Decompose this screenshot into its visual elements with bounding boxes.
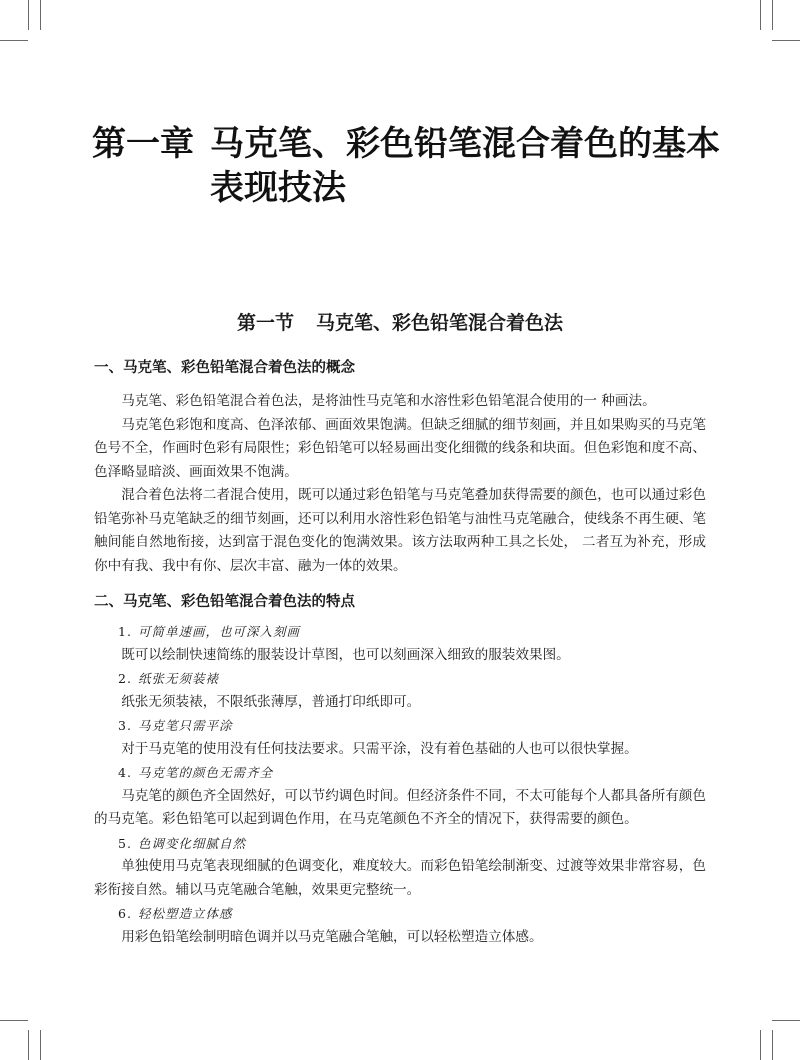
crop-mark [0, 40, 28, 41]
paragraph: 马克笔色彩饱和度高、色泽浓郁、画面效果饱满。但缺乏细腻的细节刻画，并且如果购买的马克笔色号不全，作画时色彩有局限性；彩色铅笔可以轻易画出变化细微的线条和块面。但色彩饱和度不高、色泽略显暗淡、画面效果不饱满。 [94, 416, 706, 480]
crop-mark [40, 1030, 41, 1060]
feature-item [94, 832, 706, 903]
paragraph: 混合着色法将二者混合使用，既可以通过彩色铅笔与马克笔叠加获得需要的颜色，也可以通过彩色铅笔弥补马克笔缺乏的细节刻画，还可以利用水溶性彩色铅笔与油性马克笔融合，使线条不再生硬、笔触间能自然地衔接，达到富于混色变化的饱满效果。该方法取两种工具之长处， 二者互为补充，形成你中有我、我中有你、层次丰富、融为一体的效果。 [94, 487, 706, 574]
feature-title: 3. 马克笔只需平涂 [118, 718, 233, 733]
page-content [94, 354, 706, 949]
feature-text: 既可以绘制快速简练的服装设计草图，也可以刻画深入细致的服装效果图。 [121, 646, 570, 663]
feature-item [94, 620, 706, 667]
feature-text: 单独使用马克笔表现细腻的色调变化，难度较大。而彩色铅笔绘制渐变、过渡等效果非常容易，色彩衔接自然。辅以马克笔融合笔触，效果更完整统一。 [94, 858, 706, 898]
crop-mark [772, 40, 800, 41]
feature-title: 4. 马克笔的颜色无需齐全 [118, 765, 274, 780]
paragraph: 马克笔、彩色铅笔混合着色法，是将油性马克笔和水溶性彩色铅笔混合使用的一 种画法。 [121, 393, 656, 409]
chapter-title-line1: 马克笔、彩色铅笔混合着色的基本 [210, 124, 720, 164]
crop-mark [0, 1020, 28, 1021]
feature-item [94, 714, 706, 761]
section-title-text: 马克笔、彩色铅笔混合着色法 [316, 312, 564, 334]
feature-title: 2. 纸张无须装裱 [118, 671, 220, 686]
crop-mark [772, 1020, 800, 1021]
crop-mark [772, 1030, 773, 1060]
section-number: 第一节 [236, 312, 294, 334]
feature-title: 1. 可简单速画，也可深入刻画 [118, 624, 301, 639]
part2-heading: 二、马克笔、彩色铅笔混合着色法的特点 [94, 594, 355, 610]
feature-title: 5. 色调变化细腻自然 [118, 835, 247, 851]
feature-title: 6. 轻松塑造立体感 [118, 906, 233, 921]
crop-mark [760, 0, 761, 30]
chapter-number: 第一章 [92, 124, 194, 164]
feature-text: 用彩色铅笔绘制明暗色调并以马克笔融合笔触，可以轻松塑造立体感。 [121, 928, 543, 945]
part1-heading: 一、马克笔、彩色铅笔混合着色法的概念 [94, 360, 355, 376]
crop-mark [772, 0, 773, 30]
feature-item [94, 761, 706, 832]
chapter-title [92, 122, 732, 210]
feature-item [94, 902, 706, 949]
chapter-title-line2: 表现技法 [210, 168, 346, 208]
crop-mark [40, 0, 41, 30]
feature-text: 对于马克笔的使用没有任何技法要求。只需平涂，没有着色基础的人也可以很快掌握。 [121, 740, 638, 757]
crop-mark [760, 1030, 761, 1060]
section-title [0, 310, 800, 336]
crop-mark [28, 1030, 29, 1060]
feature-text: 马克笔的颜色齐全固然好，可以节约调色时间。但经济条件不同，不太可能每个人都具备所有颜色的马克笔。彩色铅笔可以起到调色作用，在马克笔颜色不齐全的情况下，获得需要的颜色。 [94, 787, 706, 827]
crop-mark [28, 0, 29, 30]
feature-text: 纸张无须装裱，不限纸张薄厚，普通打印纸即可。 [121, 693, 421, 710]
feature-item [94, 667, 706, 714]
